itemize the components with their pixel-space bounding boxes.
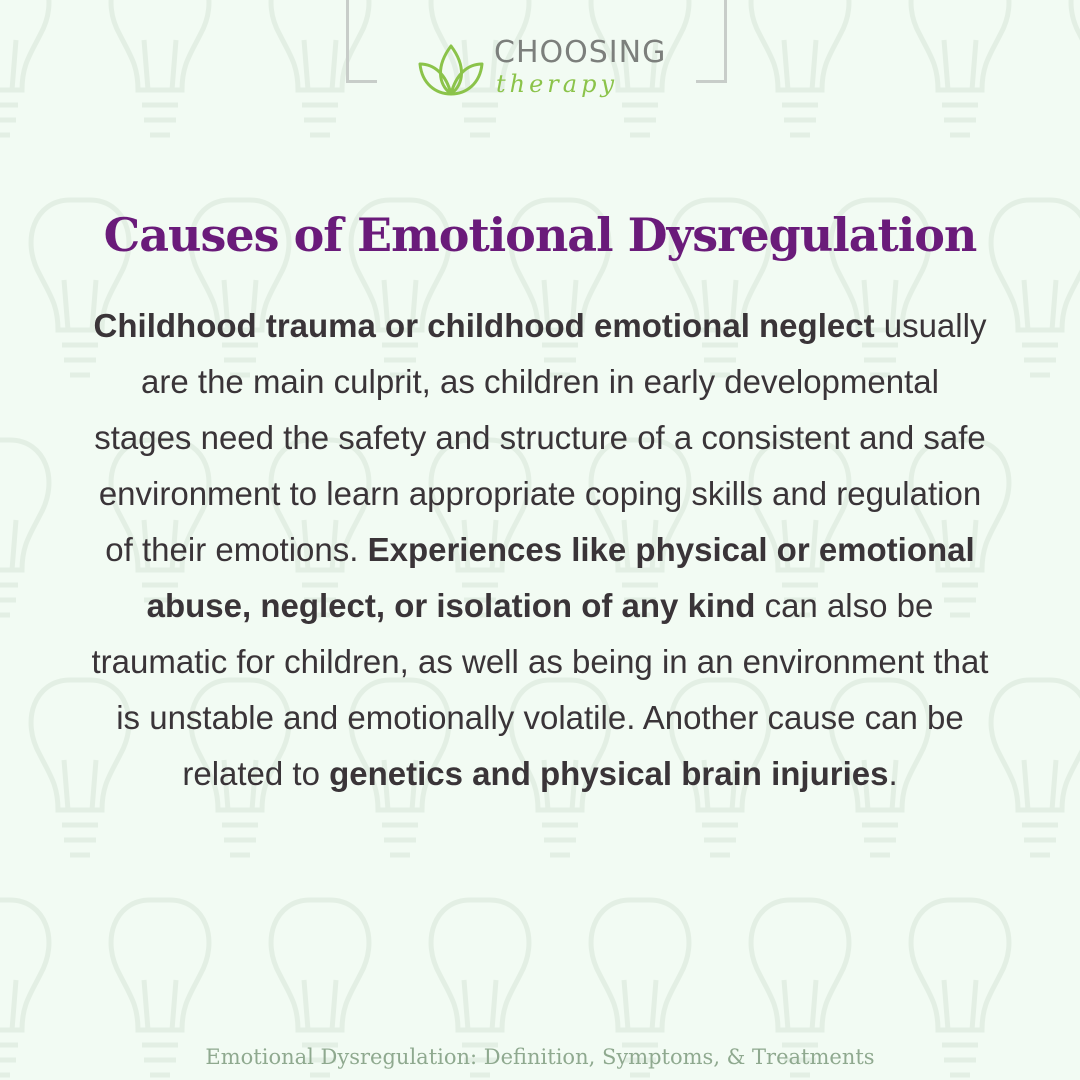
frame-bracket-left	[346, 0, 377, 83]
frame-bracket-right	[696, 0, 727, 83]
choosing-therapy-logo	[416, 36, 666, 102]
body-segment-bold: genetics and physical brain injuries	[329, 755, 889, 792]
body-segment-bold: Experiences like physical or emotional abuse, neglect, or isolation of any kind	[146, 531, 975, 624]
lotus-icon	[416, 40, 486, 98]
body-segment-bold: Childhood trauma or childhood emotional neglect	[93, 307, 875, 344]
body-segment: can also be traumatic for children, as well as being in an environment that is unstable and emotionally volatile. Another cause can be related to	[91, 587, 989, 792]
body-paragraph	[90, 298, 990, 802]
logo-wordmark: CHOOSING	[494, 35, 667, 70]
logo-script-text: therapy	[496, 70, 619, 98]
page-title: Causes of Emotional Dysregulation	[103, 208, 977, 262]
body-segment: .	[888, 755, 898, 792]
footer-caption: Emotional Dysregulation: Definition, Symptoms, & Treatments	[205, 1045, 875, 1069]
body-segment: usually are the main culprit, as children in early developmental stages need the safety and structure of a consistent and safe environment to learn appropriate coping skills and regulation of their emotions.	[94, 307, 987, 568]
